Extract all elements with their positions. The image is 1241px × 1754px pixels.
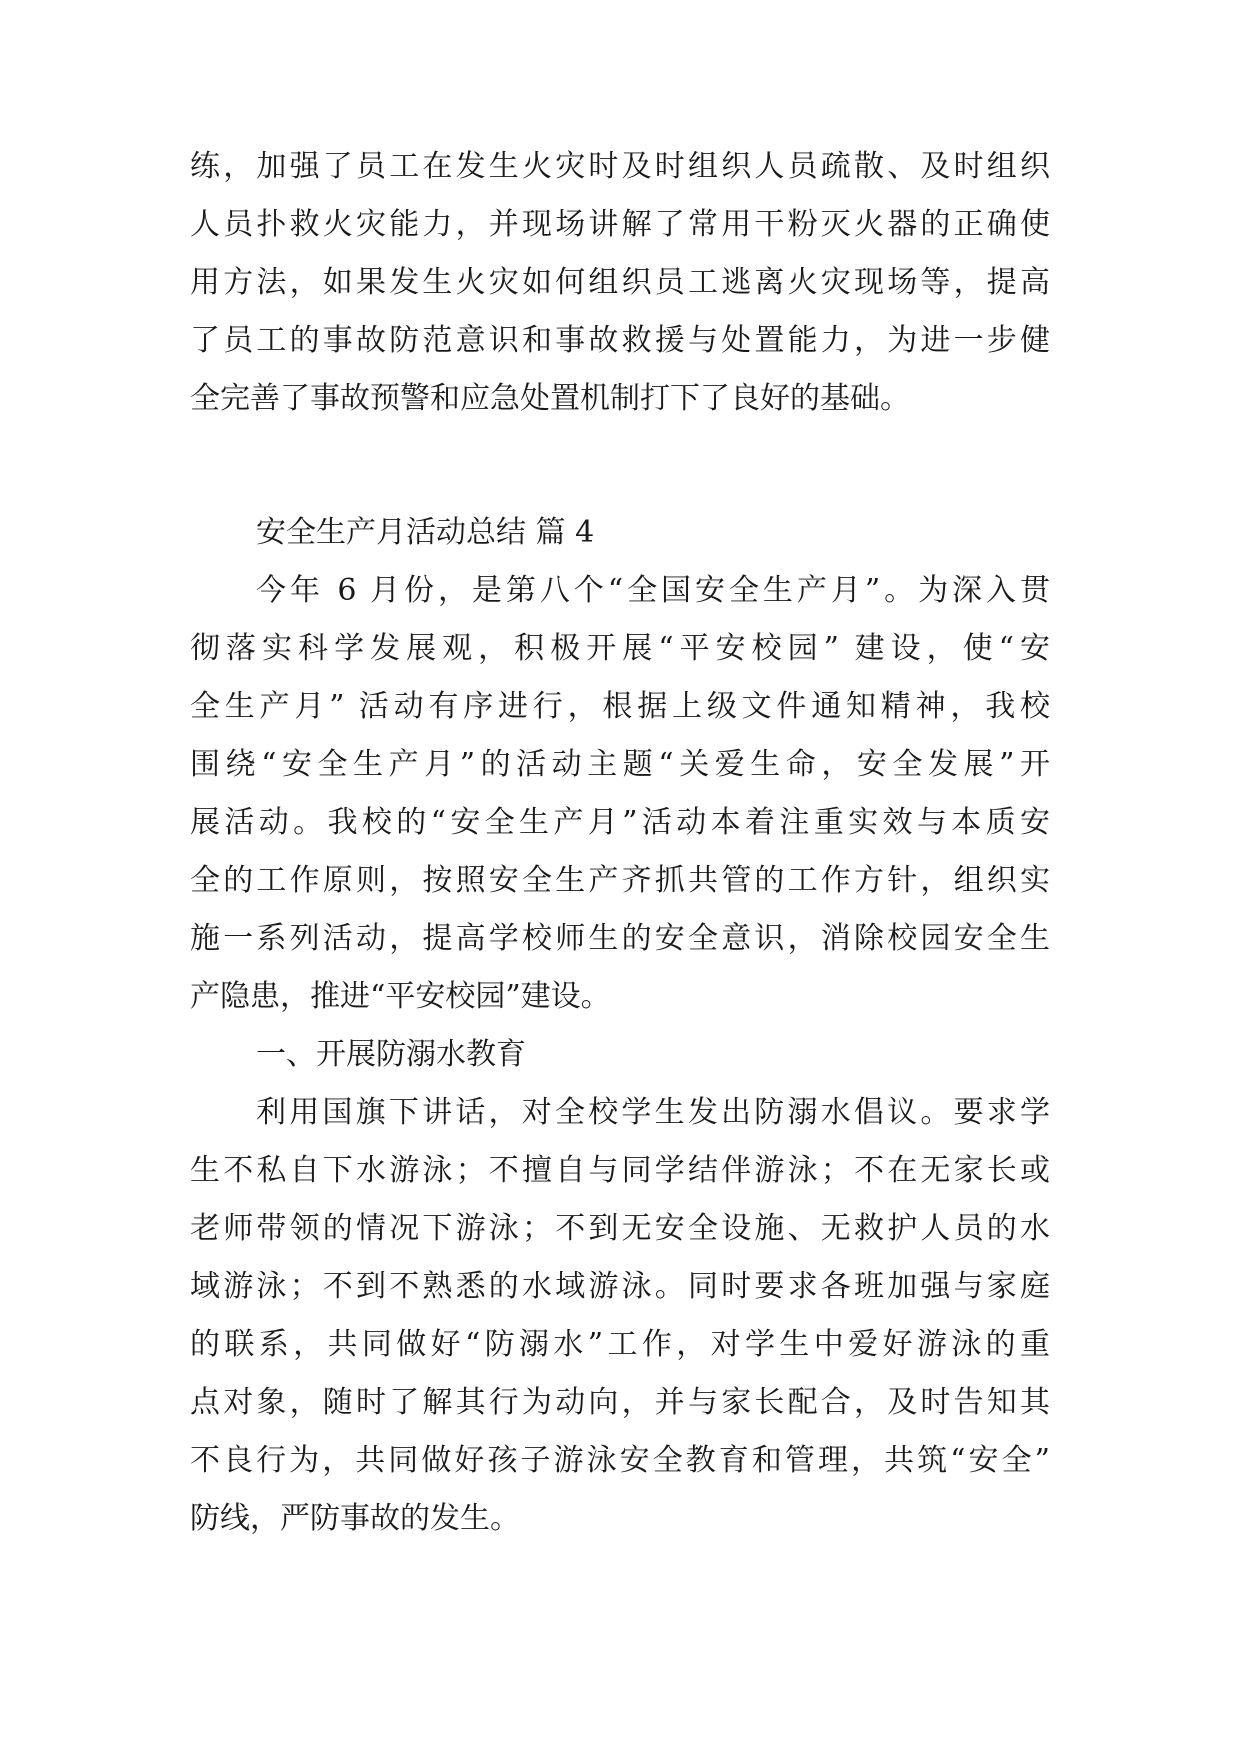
paragraph-line: 的联系，共同做好“防溺水”工作，对学生中爱好游泳的重 (190, 1327, 1050, 1362)
paragraph-line: 用方法，如果发生火灾如何组织员工逃离火灾现场等，提高 (190, 265, 1050, 300)
paragraph-line: 域游泳；不到不熟悉的水域游泳。同时要求各班加强与家庭 (190, 1269, 1050, 1304)
paragraph-line: 产隐患，推进“平安校园”建设。 (190, 979, 611, 1014)
paragraph-line: 了员工的事故防范意识和事故救援与处置能力，为进一步健 (190, 323, 1050, 358)
paragraph-line: 今年 6 月份，是第八个“全国安全生产月”。为深入贯 (256, 573, 1050, 608)
paragraph-line: 老师带领的情况下游泳；不到无安全设施、无救护人员的水 (190, 1211, 1050, 1246)
paragraph-line: 全的工作原则，按照安全生产齐抓共管的工作方针，组织实 (190, 863, 1050, 898)
paragraph-line: 利用国旗下讲话，对全校学生发出防溺水倡议。要求学 (256, 1095, 1050, 1130)
paragraph-line: 全完善了事故预警和应急处置机制打下了良好的基础。 (190, 381, 910, 416)
paragraph-line: 生不私自下水游泳；不擅自与同学结伴游泳；不在无家长或 (190, 1153, 1050, 1188)
paragraph-line: 点对象，随时了解其行为动向，并与家长配合，及时告知其 (190, 1385, 1050, 1420)
paragraph-line: 练，加强了员工在发生火灾时及时组织人员疏散、及时组织 (190, 149, 1050, 184)
section-title: 安全生产月活动总结 篇 4 (256, 515, 595, 550)
paragraph-line: 不良行为，共同做好孩子游泳安全教育和管理，共筑“安全” (190, 1443, 1050, 1478)
paragraph-line: 彻落实科学发展观，积极开展“平安校园” 建设，使“安 (190, 631, 1050, 666)
paragraph-line: 全生产月” 活动有序进行，根据上级文件通知精神，我校 (190, 689, 1050, 724)
paragraph-line: 展活动。我校的“安全生产月”活动本着注重实效与本质安 (190, 805, 1050, 840)
paragraph-line: 施一系列活动，提高学校师生的安全意识，消除校园安全生 (190, 921, 1050, 956)
paragraph-line: 围绕“安全生产月”的活动主题“关爱生命，安全发展”开 (190, 747, 1050, 782)
paragraph-line: 人员扑救火灾能力，并现场讲解了常用干粉灭火器的正确使 (190, 207, 1050, 242)
paragraph-line: 防线，严防事故的发生。 (190, 1501, 520, 1536)
subheading: 一、开展防溺水教育 (256, 1037, 526, 1072)
